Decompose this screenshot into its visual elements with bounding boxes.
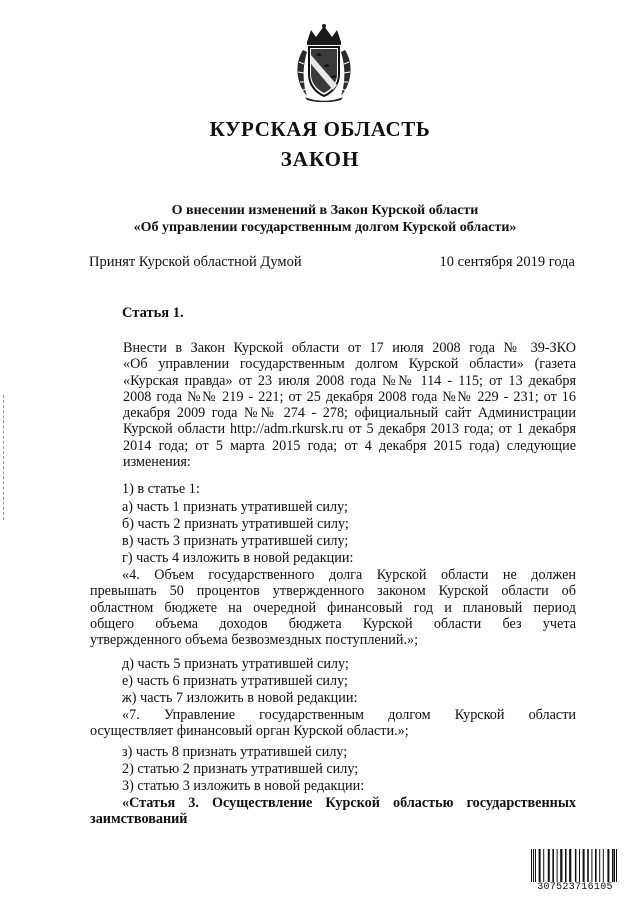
barcode-bar [616,849,617,882]
barcode-bar [552,849,554,882]
barcode-bar [607,849,609,882]
list-item-2: 2) статью 2 признать утратившей силу; [122,761,359,777]
quote-line: областном бюджете на очередной финансовый год и плановый период [90,599,576,616]
intro-line: «Об управлении государственным долгом Курской области» (газета [123,356,576,373]
barcode-bar [569,849,571,882]
barcode-bar [595,849,597,882]
barcode-bars [531,849,619,882]
quote-article-3-title [90,795,576,828]
law-title-line-2: «Об управлении государственным долгом Курской области» [133,220,517,235]
list-item-1e: е) часть 6 признать утратившей силу; [122,673,348,689]
article-1-title: Статья 1. [122,305,184,321]
list-item-1b: б) часть 2 признать утратившей силу; [122,516,349,532]
quote-line: «7. Управление государственным долгом Курской области [122,707,576,723]
list-item-1g: г) часть 4 изложить в новой редакции: [122,550,354,566]
intro-line: Курской области http://adm.rkursk.ru от 5 декабря 2013 года; от 1 декабря [123,421,576,438]
quote-part-4 [90,567,576,648]
barcode-bar [612,849,614,882]
intro-line: 2008 года №№ 219 - 221; от 25 декабря 2008 года №№ 229 - 231; от 16 [123,388,576,405]
quote-line: утвержденного объема безвозмездных поступлений.»; [90,632,419,649]
list-item-1a: а) часть 1 признать утратившей силу; [122,499,348,515]
region-heading: КУРСКАЯ ОБЛАСТЬ [209,117,431,141]
barcode-bar [560,849,562,882]
barcode-bar [548,849,550,882]
coat-of-arms-emblem [293,22,355,102]
barcode-bar [591,849,592,882]
quote-line: общего объема доходов бюджета Курской области без учета [90,615,576,632]
barcode-bar [539,849,541,882]
quote-part-7 [90,707,576,740]
law-title-line-1: О внесении изменений в Закон Курской области [171,203,479,218]
barcode-bar [557,849,558,882]
scan-edge-marks [3,395,6,520]
intro-line: декабря 2009 года №№ 274 - 278; официальный сайт Администрации [123,405,576,422]
intro-line: «Курская правда» от 23 июля 2008 года №№ 114 - 115; от 13 декабря [123,372,576,389]
article-1-intro-paragraph [90,340,576,470]
barcode-bar [587,849,589,882]
barcode-bar [535,849,536,882]
quote-line: превышать 50 процентов утвержденного законом Курской области об [90,583,576,600]
barcode-bar [603,849,604,882]
list-item-1d: д) часть 5 признать утратившей силу; [122,656,349,672]
quote-line: осуществляет финансовый орган Курской области.»; [90,723,409,740]
intro-line: Внести в Закон Курской области от 17 июля 2008 года № 39-ЗКО [123,340,576,356]
quote-line: «4. Объем государственного долга Курской области не должен [122,567,576,583]
barcode-bar [579,849,580,882]
list-item-1v: в) часть 3 признать утратившей силу; [122,533,349,549]
barcode-bar [531,849,532,882]
adoption-date: 10 сентября 2019 года [439,254,575,270]
quote-line: заимствований [90,811,188,828]
barcode-bar [533,849,534,882]
intro-line: 2014 года; от 5 марта 2015 года; от 4 декабря 2015 года) следующие [123,437,576,454]
document-type-heading: ЗАКОН [280,147,360,171]
list-item-1z: з) часть 8 признать утратившей силу; [122,744,348,760]
list-item-3: 3) статью 3 изложить в новой редакции: [122,778,365,794]
list-item-1zh: ж) часть 7 изложить в новой редакции: [122,690,358,706]
barcode-bar [583,849,585,882]
document-barcode [531,849,619,893]
barcode-bar [565,849,567,882]
adopted-by: Принят Курской областной Думой [89,254,302,270]
barcode-bar [599,849,600,882]
barcode-bar [614,849,615,882]
intro-line: изменения: [123,454,191,471]
barcode-bar [575,849,577,882]
quote-line: «Статья 3. Осуществление Курской областью государственных [122,795,576,811]
list-item-1: 1) в статье 1: [122,481,200,497]
barcode-bar [543,849,544,882]
barcode-number: 307523716105 [537,882,613,893]
